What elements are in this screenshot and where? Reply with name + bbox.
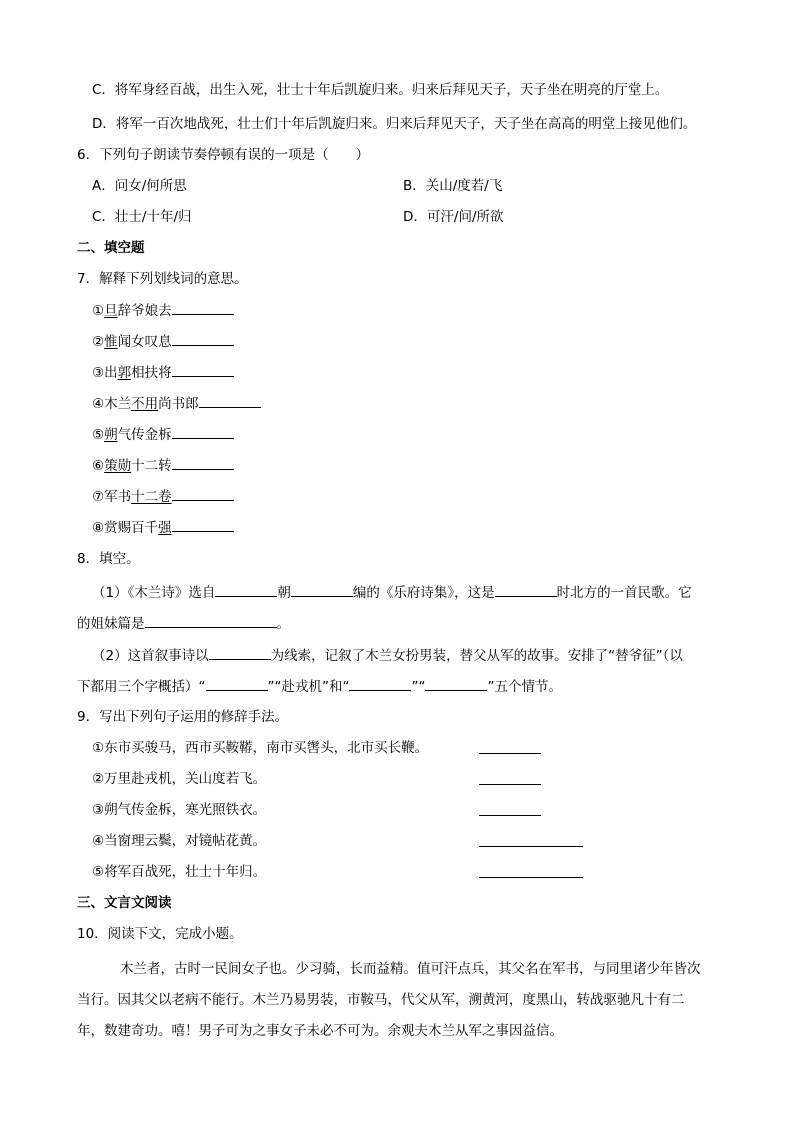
q8-part1-line1: （1）《木兰诗》选自 朝 编的《乐府诗集》，这是 时北方的一首民歌。它 bbox=[92, 582, 692, 603]
q7-item: ⑧赏赐百千强 bbox=[92, 517, 234, 538]
answer-blank[interactable] bbox=[495, 582, 557, 597]
q7-item: ⑤朔气传金柝 bbox=[92, 424, 234, 445]
q9-item: ④当窗理云鬓，对镜帖花黄。 bbox=[92, 833, 267, 849]
q7-item: ⑥策勋十二转 bbox=[92, 455, 234, 476]
q5-option-c: C．将军身经百战，出生入死，壮士十年后凯旋归来。归来后拜见天子，天子坐在明亮的厅堂上。 bbox=[92, 82, 669, 98]
q10-stem: 10．阅读下文，完成小题。 bbox=[77, 926, 243, 942]
q9-item: ①东市买骏马，西市买鞍鞯，南市买辔头，北市买长鞭。 bbox=[92, 740, 429, 756]
answer-blank[interactable] bbox=[172, 455, 234, 470]
q6-option-d: D．可汗/问/所欲 bbox=[403, 209, 504, 225]
answer-blank[interactable] bbox=[199, 393, 261, 408]
answer-blank[interactable] bbox=[479, 814, 541, 816]
answer-blank[interactable] bbox=[291, 582, 353, 597]
answer-blank[interactable] bbox=[425, 676, 487, 691]
answer-blank[interactable] bbox=[215, 582, 277, 597]
q6-option-c: C．壮士/十年/归 bbox=[92, 209, 192, 225]
q7-item: ⑦军书十二卷 bbox=[92, 486, 234, 507]
q7-stem: 7．解释下列划线词的意思。 bbox=[77, 271, 248, 287]
answer-blank[interactable] bbox=[479, 783, 541, 785]
q6-stem: 6．下列句子朗读节奏停顿有误的一项是（ ） bbox=[77, 147, 370, 163]
q9-item: ③朔气传金柝，寒光照铁衣。 bbox=[92, 802, 267, 818]
q6-option-a: A．问女/何所思 bbox=[92, 178, 187, 194]
q6-option-b: B．关山/度若/飞 bbox=[403, 178, 503, 194]
section-heading-classical-reading: 三、文言文阅读 bbox=[77, 895, 172, 911]
section-heading-fill-blank: 二、填空题 bbox=[77, 240, 145, 256]
q9-item: ②万里赴戎机，关山度若飞。 bbox=[92, 771, 267, 787]
answer-blank[interactable] bbox=[145, 613, 277, 628]
q5-option-d: D．将军一百次地战死，壮士们十年后凯旋归来。归来后拜见天子，天子坐在高高的明堂上接见他们。 bbox=[92, 116, 697, 132]
answer-blank[interactable] bbox=[479, 845, 583, 847]
q9-item: ⑤将军百战死，壮士十年归。 bbox=[92, 864, 267, 880]
passage-line: 木兰者，古时一民间女子也。少习骑，长而益精。值可汗点兵，其父名在军书，与同里诸少年皆次 bbox=[120, 961, 701, 977]
answer-blank[interactable] bbox=[479, 876, 583, 878]
answer-blank[interactable] bbox=[349, 676, 411, 691]
q7-item: ④木兰不用尚书郎 bbox=[92, 393, 261, 414]
q7-item: ②惟闻女叹息 bbox=[92, 331, 234, 352]
answer-blank[interactable] bbox=[172, 486, 234, 501]
answer-blank[interactable] bbox=[172, 300, 234, 315]
q8-part2-line2: 下都用三个字概括）“ ”“赴戎机”和“ ”“ ”五个情节。 bbox=[77, 676, 562, 697]
answer-blank[interactable] bbox=[479, 752, 541, 754]
q7-item: ①旦辞爷娘去 bbox=[92, 300, 234, 321]
answer-blank[interactable] bbox=[206, 676, 268, 691]
q8-stem: 8．填空。 bbox=[77, 551, 140, 567]
passage-line: 年，数建奇功。嘻！男子可为之事女子未必不可为。余观夫木兰从军之事因益信。 bbox=[77, 1023, 563, 1039]
answer-blank[interactable] bbox=[172, 424, 234, 439]
answer-blank[interactable] bbox=[172, 331, 234, 346]
answer-blank[interactable] bbox=[209, 645, 271, 660]
q9-stem: 9．写出下列句子运用的修辞手法。 bbox=[77, 709, 289, 725]
passage-line: 当行。因其父以老病不能行。木兰乃易男装，市鞍马，代父从军，溯黄河，度黑山，转战驱驰凡十有二 bbox=[77, 992, 685, 1008]
answer-blank[interactable] bbox=[172, 362, 234, 377]
q7-item: ③出郭相扶将 bbox=[92, 362, 234, 383]
q8-part2-line1: （2）这首叙事诗以 为线索，记叙了木兰女扮男装，替父从军的故事。安排了“替爷征”（以 bbox=[92, 645, 683, 666]
q8-part1-line2: 的姐妹篇是 。 bbox=[77, 613, 290, 634]
answer-blank[interactable] bbox=[172, 517, 234, 532]
